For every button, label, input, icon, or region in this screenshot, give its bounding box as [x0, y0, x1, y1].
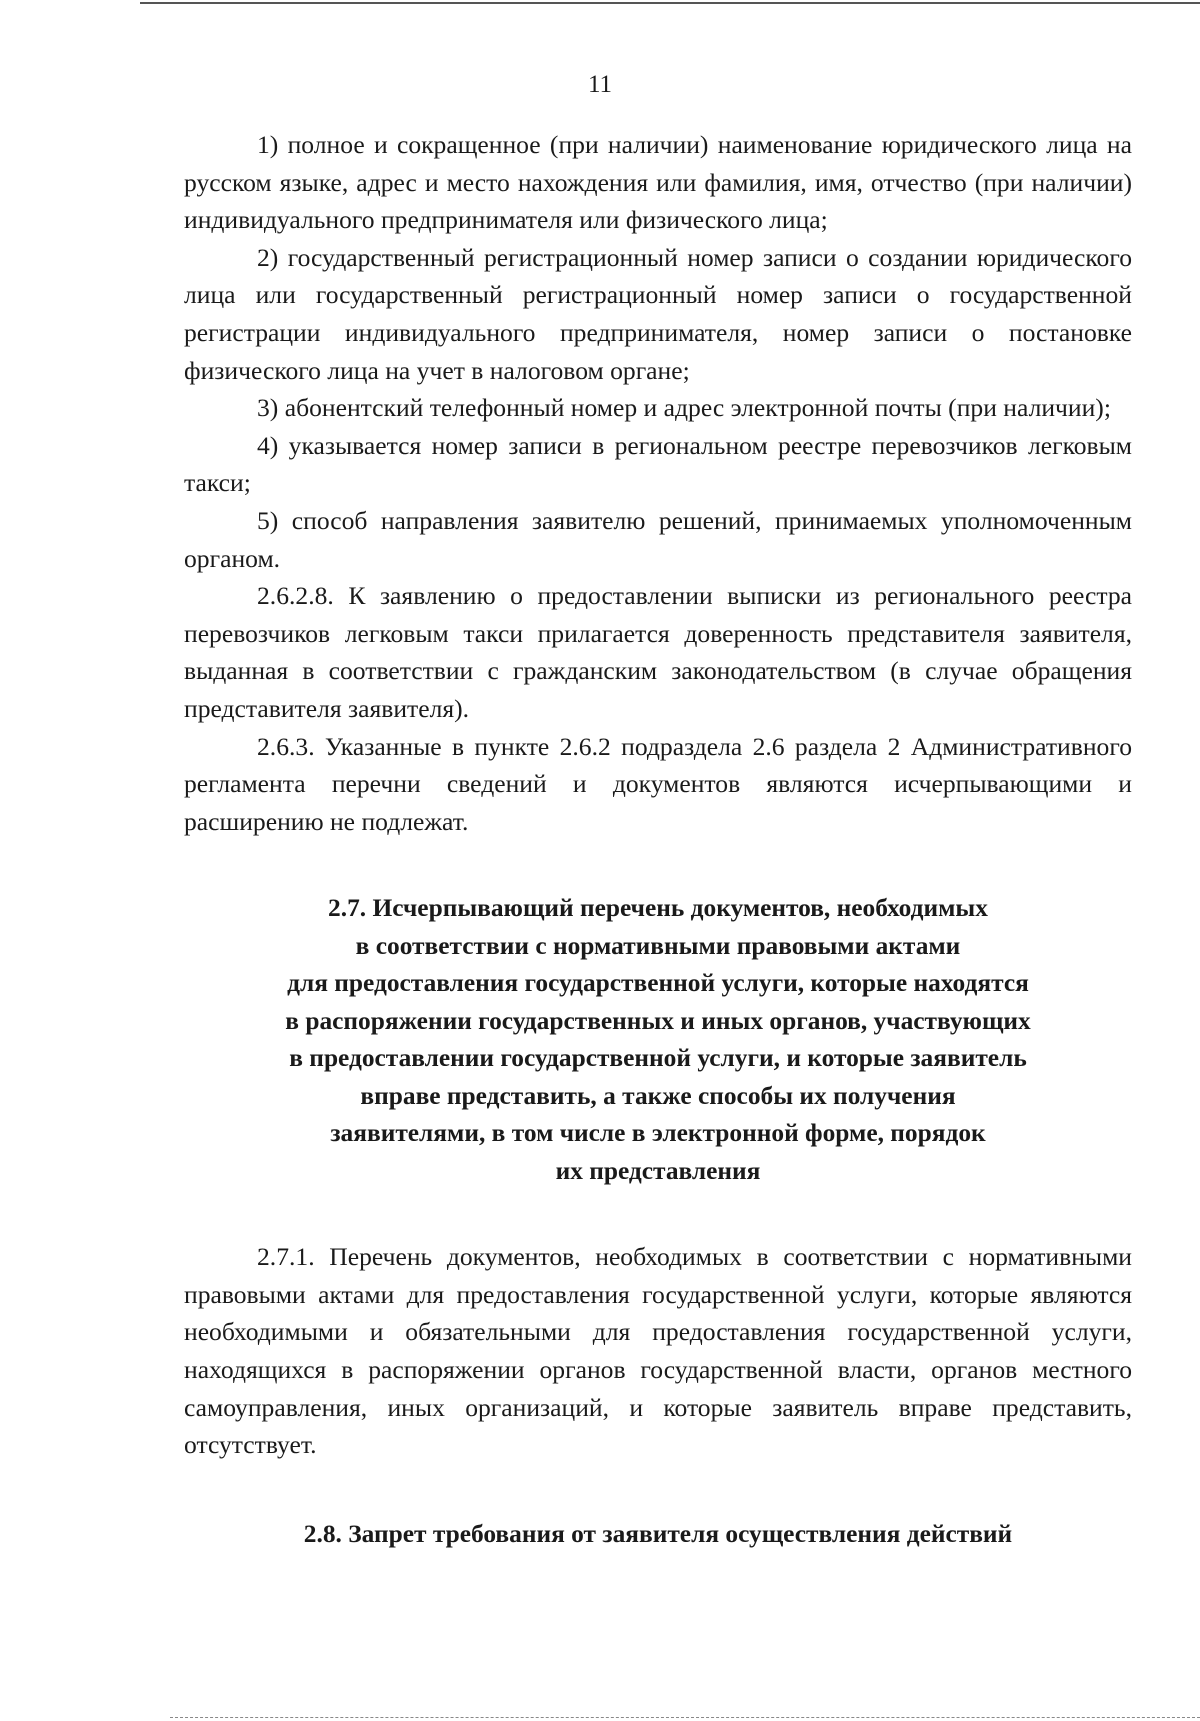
paragraph-item-3: 3) абонентский телефонный номер и адрес электронной почты (при наличии);: [257, 393, 1111, 423]
paragraph-2-6-3: 2.6.3. Указанные в пункте 2.6.2 подраздела 2.6 раздела 2 Административного регламента перечни сведений и документов являются исчерпывающими и расширению не подлежат.: [184, 731, 1132, 836]
paragraph-item-5: 5) способ направления заявителю решений, принимаемых уполномоченным органом.: [184, 505, 1132, 573]
section-heading-2-8: 2.8. Запрет требования от заявителя осуществления действий: [303, 1519, 1013, 1548]
heading-line: в распоряжении государственных и иных органов, участвующих: [285, 1006, 1031, 1035]
paragraph-2-6-2-8: 2.6.2.8. К заявлению о предоставлении выписки из регионального реестра перевозчиков легковым такси прилагается доверенность представителя заявителя, выданная в соответствии с гражданским законодательством (в случае обращения представителя заявителя).: [184, 581, 1132, 723]
paragraph-2-7-1: 2.7.1. Перечень документов, необходимых в соответствии с нормативными правовыми актами для предоставления государственной услуги, которые являются необходимыми и обязательными для предоставления государственной услуги, находящихся в распоряжении органов государственной власти, органов местного самоуправления, иных организаций, и которые заявитель вправе представить, отсутствует.: [184, 1242, 1132, 1460]
paragraph-item-1: 1) полное и сокращенное (при наличии) наименование юридического лица на русском языке, адрес и место нахождения или фамилия, имя, отчество (при наличии) индивидуального предпринимателя или физического лица;: [184, 130, 1132, 235]
paragraph-item-4: 4) указывается номер записи в региональном реестре перевозчиков легковым такси;: [184, 430, 1132, 498]
heading-line: в соответствии с нормативными правовыми актами: [355, 931, 961, 960]
heading-line: их представления: [555, 1156, 761, 1185]
heading-line: для предоставления государственной услуги, которые находятся: [287, 969, 1029, 998]
heading-line: заявителями, в том числе в электронной форме, порядок: [330, 1119, 986, 1148]
top-scan-edge: [140, 2, 1200, 4]
section-heading-2-7: [184, 890, 1132, 1190]
paragraph-item-2: 2) государственный регистрационный номер записи о создании юридического лица или государственный регистрационный номер записи о государственной регистрации индивидуального предпринимателя, номер записи о постановке физического лица на учет в налоговом органе;: [184, 242, 1132, 385]
document-body: [184, 126, 1132, 1553]
heading-line: 2.7. Исчерпывающий перечень документов, необходимых: [328, 894, 988, 923]
bottom-scan-edge: [170, 1717, 1200, 1718]
heading-line: вправе представить, а также способы их получения: [360, 1081, 956, 1110]
page-number: 11: [587, 71, 613, 98]
heading-line: в предоставлении государственной услуги, и которые заявитель: [289, 1044, 1027, 1073]
